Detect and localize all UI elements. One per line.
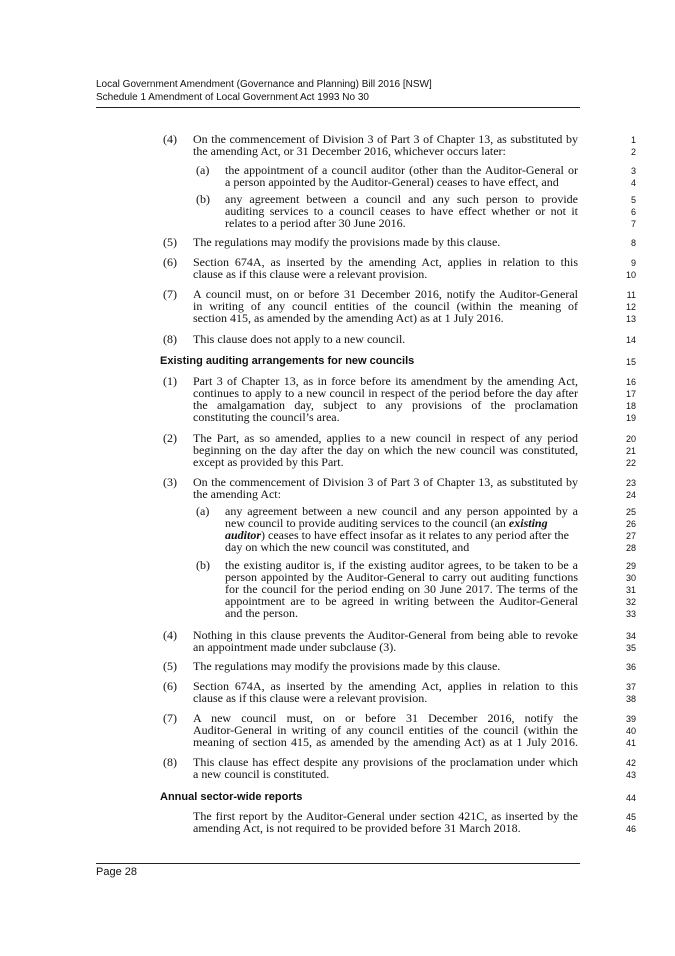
- line-number: 2: [630, 147, 636, 157]
- text-line: The first report by the Auditor-General under section 421C, as inserted by the: [193, 809, 578, 823]
- text-line: Nothing in this clause prevents the Auditor-General from being able to revoke: [193, 628, 578, 642]
- line-number: 38: [625, 694, 636, 704]
- subclause-label: (5): [163, 659, 177, 673]
- line-number: 15: [625, 357, 636, 367]
- line-number: 40: [625, 726, 636, 736]
- line-number: 13: [625, 314, 636, 324]
- text-line: A council must, on or before 31 December 2016, notify the Auditor-General: [193, 287, 578, 301]
- line-number: 12: [625, 302, 636, 312]
- subclause-label: (7): [163, 711, 177, 725]
- text-line: This clause has effect despite any provisions of the proclamation under which: [193, 755, 578, 769]
- text-line: in writing of any council entities of the council (within the meaning of: [193, 299, 578, 313]
- line-number: 28: [625, 543, 636, 553]
- paragraph-label: (a): [196, 163, 210, 177]
- text-line: any agreement between a council and any such person to provide: [225, 192, 578, 206]
- line-number: 45: [625, 812, 636, 822]
- line-number: 20: [625, 434, 636, 444]
- running-header-schedule: Schedule 1 Amendment of Local Government Act 1993 No 30: [96, 92, 369, 103]
- text-line: The Part, as so amended, applies to a new council in respect of any period: [193, 431, 578, 445]
- text-line: A new council must, on or before 31 December 2016, notify the: [193, 711, 578, 725]
- text-line: the amalgamation day, subject to any provisions of the proclamation: [193, 398, 578, 412]
- section-heading: Annual sector-wide reports: [160, 791, 303, 803]
- line-number: 7: [630, 219, 636, 229]
- text-line: a new council is constituted.: [193, 767, 330, 781]
- subclause-label: (6): [163, 255, 177, 269]
- text-line: On the commencement of Division 3 of Part 3 of Chapter 13, as substituted by: [193, 132, 578, 146]
- line-number: 17: [625, 389, 636, 399]
- subclause-label: (8): [163, 755, 177, 769]
- line-number: 42: [625, 758, 636, 768]
- text-line: Section 674A, as inserted by the amending Act, applies in relation to this: [193, 255, 578, 269]
- text-line: beginning on the day after the day on which the new council was constituted,: [193, 443, 578, 457]
- page-number: Page 28: [96, 866, 137, 878]
- line-number: 35: [625, 643, 636, 653]
- text-line: This clause does not apply to a new council.: [193, 332, 406, 346]
- text-line: continues to apply to a new council in respect of the period before the day after: [193, 386, 578, 400]
- text-line: for the council for the period ending on 30 June 2017. The terms of the: [225, 582, 578, 596]
- text-line: a person appointed by the Auditor-General) ceases to have effect, and: [225, 175, 559, 189]
- line-number: 22: [625, 458, 636, 468]
- defined-term-existing: existing: [508, 516, 548, 530]
- text-line: Part 3 of Chapter 13, as in force before its amendment by the amending Act,: [193, 374, 578, 388]
- footer-rule: [96, 863, 580, 864]
- paragraph-label: (b): [196, 192, 210, 206]
- line-number: 26: [625, 519, 636, 529]
- text-line: the existing auditor is, if the existing auditor agrees, to be taken to be a: [225, 558, 578, 572]
- section-heading: Existing auditing arrangements for new councils: [160, 355, 415, 367]
- line-number: 5: [630, 195, 636, 205]
- text-line: the amending Act:: [193, 487, 281, 501]
- paragraph-label: (a): [196, 504, 210, 518]
- text-line: and the person.: [225, 606, 298, 620]
- text-line: person appointed by the Auditor-General to carry out auditing functions: [225, 570, 578, 584]
- subclause-label: (3): [163, 475, 177, 489]
- text-line: Section 674A, as inserted by the amending Act, applies in relation to this: [193, 679, 578, 693]
- text-line: auditing services to a council ceases to have effect whether or not it: [225, 204, 578, 218]
- line-number: 36: [625, 662, 636, 672]
- text-line: The regulations may modify the provisions made by this clause.: [193, 235, 501, 249]
- line-number: 16: [625, 377, 636, 387]
- text-line: Auditor-General in writing of any council entities of the council (within the: [193, 723, 578, 737]
- text-line: The regulations may modify the provisions made by this clause.: [193, 659, 501, 673]
- line-number: 9: [630, 258, 636, 268]
- line-number: 44: [625, 793, 636, 803]
- line-number: 4: [630, 178, 636, 188]
- line-number: 10: [625, 270, 636, 280]
- text-line: the amending Act, or 31 December 2016, whichever occurs later:: [193, 144, 506, 158]
- text-line: constituting the council’s area.: [193, 410, 340, 424]
- text-line: clause as if this clause were a relevant provision.: [193, 691, 428, 705]
- line-number: 39: [625, 714, 636, 724]
- line-number: 11: [626, 290, 636, 300]
- line-number: 31: [625, 585, 636, 595]
- line-number: 34: [625, 631, 636, 641]
- line-number: 32: [625, 597, 636, 607]
- defined-term-auditor: auditor: [225, 528, 262, 542]
- line-number: 33: [625, 609, 636, 619]
- line-number: 24: [625, 490, 636, 500]
- text-line: except as provided by this Part.: [193, 455, 344, 469]
- line-number: 46: [625, 824, 636, 834]
- subclause-label: (6): [163, 679, 177, 693]
- subclause-label: (1): [163, 374, 177, 388]
- text-line: the appointment of a council auditor (other than the Auditor-General or: [225, 163, 578, 177]
- subclause-label: (4): [163, 628, 177, 642]
- line-number: 29: [625, 561, 636, 571]
- text-line: clause as if this clause were a relevant provision.: [193, 267, 428, 281]
- line-number: 1: [630, 135, 636, 145]
- subclause-label: (8): [163, 332, 177, 346]
- line-number: 21: [625, 446, 636, 456]
- line-number: 37: [625, 682, 636, 692]
- text-line: appointment are to be agreed in writing between the Auditor-General: [225, 594, 578, 608]
- line-number: 27: [625, 531, 636, 541]
- paragraph-label: (b): [196, 558, 210, 572]
- line-number: 8: [630, 238, 636, 248]
- running-header-title: Local Government Amendment (Governance and Planning) Bill 2016 [NSW]: [96, 79, 432, 90]
- line-number: 23: [625, 478, 636, 488]
- line-number: 18: [625, 401, 636, 411]
- line-number: 6: [630, 207, 636, 217]
- text-line: an appointment made under subclause (3).: [193, 640, 397, 654]
- text-segment: new council to provide auditing services to the council (an: [225, 516, 509, 530]
- subclause-label: (2): [163, 431, 177, 445]
- subclause-label: (4): [163, 132, 177, 146]
- line-number: 30: [625, 573, 636, 583]
- text-line: section 415, as amended by the amending Act) as at 1 July 2016.: [193, 311, 504, 325]
- subclause-label: (7): [163, 287, 177, 301]
- line-number: 25: [625, 507, 636, 517]
- line-number: 41: [625, 738, 636, 748]
- line-number: 14: [625, 335, 636, 345]
- header-rule: [96, 107, 580, 108]
- text-line: day on which the new council was constituted, and: [225, 540, 470, 554]
- text-line: relates to a period after 30 June 2016.: [225, 216, 406, 230]
- subclause-label: (5): [163, 235, 177, 249]
- text-line: On the commencement of Division 3 of Part 3 of Chapter 13, as substituted by: [193, 475, 578, 489]
- text-line: amending Act, is not required to be provided before 31 March 2018.: [193, 821, 521, 835]
- line-number: 3: [630, 166, 636, 176]
- text-segment: ) ceases to have effect insofar as it relates to any period after the: [261, 528, 569, 542]
- text-line: meaning of section 415, as amended by the amending Act) as at 1 July 2016.: [193, 735, 578, 749]
- line-number: 19: [625, 413, 636, 423]
- line-number: 43: [625, 770, 636, 780]
- text-line: any agreement between a new council and any person appointed by a: [225, 504, 578, 518]
